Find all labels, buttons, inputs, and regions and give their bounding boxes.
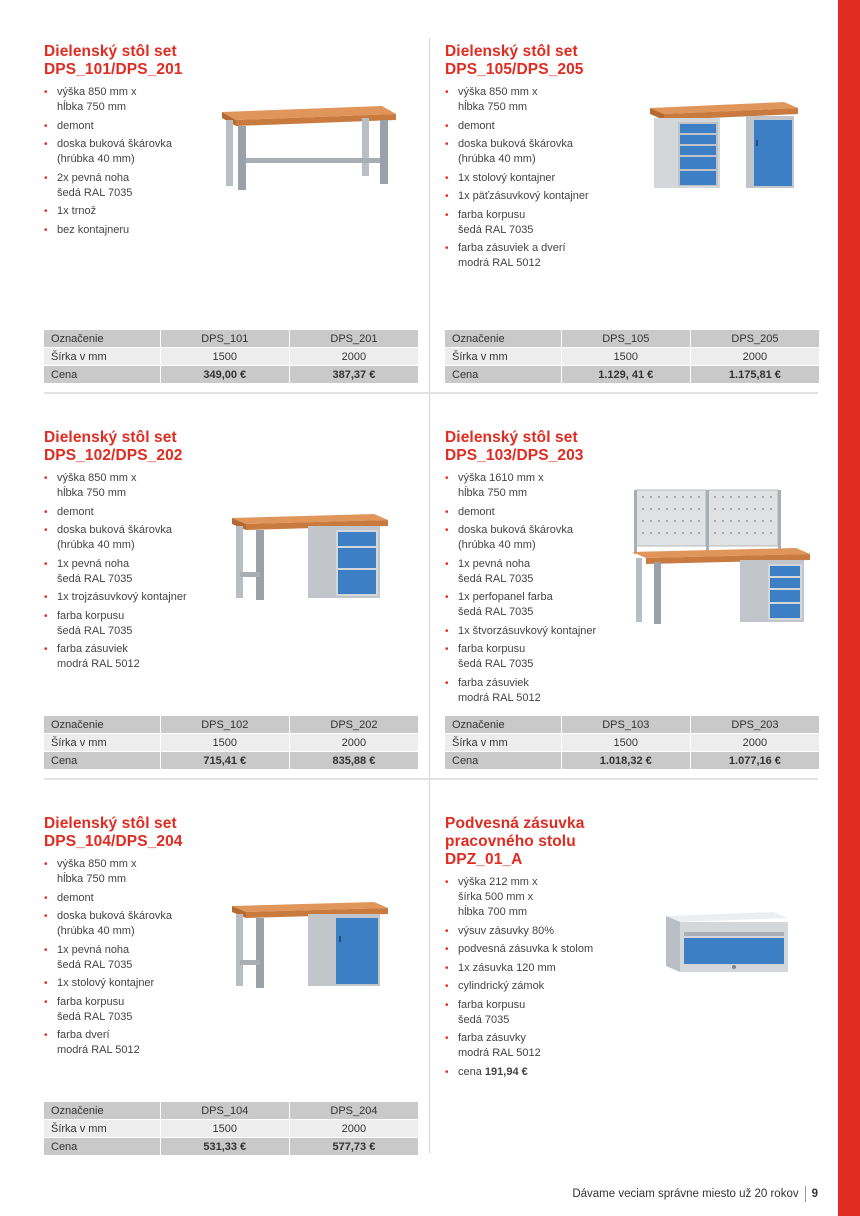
product-title: Dielenský stôl set DPS_104/DPS_204 xyxy=(44,815,183,850)
row-label: Označenie xyxy=(44,1102,160,1120)
table-cell: 2000 xyxy=(289,1120,418,1138)
feature-list xyxy=(44,471,234,672)
feature-item: • farba dverí modrá RAL 5012 xyxy=(44,1028,234,1058)
feature-item: • výška 1610 mm x hĺbka 750 mm xyxy=(445,471,635,501)
table-cell: 1500 xyxy=(160,348,289,366)
table-cell: DPS_104 xyxy=(160,1102,289,1120)
feature-item: • 1x pevná noha šedá RAL 7035 xyxy=(445,557,635,587)
table-cell: DPS_201 xyxy=(289,330,418,348)
table-cell: 2000 xyxy=(289,734,418,752)
feature-item: • podvesná zásuvka k stolom xyxy=(445,942,635,957)
workbench-three-drawer-image xyxy=(230,512,390,602)
feature-item: • farba korpusu šedá RAL 7035 xyxy=(445,642,635,672)
table-cell: 1500 xyxy=(160,734,289,752)
table-cell: DPS_105 xyxy=(561,330,690,348)
row-label: Označenie xyxy=(445,716,561,734)
feature-item: • demont xyxy=(44,119,234,134)
feature-item: • farba zásuviek a dverí modrá RAL 5012 xyxy=(445,241,635,271)
page-number: 9 xyxy=(811,1188,818,1201)
price-cell: 349,00 € xyxy=(160,366,289,384)
price-cell: 715,41 € xyxy=(160,752,289,770)
row-label: Označenie xyxy=(44,716,160,734)
feature-item: • farba zásuviek modrá RAL 5012 xyxy=(445,676,635,706)
price-table xyxy=(44,1102,418,1156)
price-cell: 1.129, 41 € xyxy=(561,366,690,384)
price-cell: 1.077,16 € xyxy=(690,752,819,770)
price-label: cena xyxy=(458,1065,485,1078)
price-cell: 531,33 € xyxy=(160,1138,289,1156)
feature-item: • cylindrický zámok xyxy=(445,979,635,994)
feature-item: • 1x štvorzásuvkový kontajner xyxy=(445,624,635,639)
feature-item: • 1x perfopanel farba šedá RAL 7035 xyxy=(445,590,635,620)
row-label: Cena xyxy=(445,366,561,384)
feature-list xyxy=(44,85,234,238)
workbench-cabinet-door-image xyxy=(230,900,390,990)
price-line xyxy=(445,1065,635,1080)
feature-item: • 1x trnož xyxy=(44,204,234,219)
feature-item: • výška 850 mm x hĺbka 750 mm xyxy=(44,857,234,887)
feature-item: • 1x stolový kontajner xyxy=(44,976,234,991)
hanging-drawer-image xyxy=(662,910,792,976)
price-cell: 577,73 € xyxy=(289,1138,418,1156)
feature-item: • doska buková škárovka (hrúbka 40 mm) xyxy=(445,523,635,553)
price-cell: 387,37 € xyxy=(289,366,418,384)
feature-item: • 1x pevná noha šedá RAL 7035 xyxy=(44,943,234,973)
table-cell: DPS_202 xyxy=(289,716,418,734)
price-cell: 1.175,81 € xyxy=(690,366,819,384)
price-table xyxy=(445,716,819,770)
feature-item: • doska buková škárovka (hrúbka 40 mm) xyxy=(44,137,234,167)
row-label: Šírka v mm xyxy=(44,1120,160,1138)
feature-item: • farba zásuvky modrá RAL 5012 xyxy=(445,1031,635,1061)
feature-item: • doska buková škárovka (hrúbka 40 mm) xyxy=(44,523,234,553)
row-label: Šírka v mm xyxy=(44,734,160,752)
feature-item: • farba korpusu šedá RAL 7035 xyxy=(44,609,234,639)
row-label: Šírka v mm xyxy=(44,348,160,366)
feature-item: • výška 850 mm x hĺbka 750 mm xyxy=(445,85,635,115)
feature-item: • výška 850 mm x hĺbka 750 mm xyxy=(44,471,234,501)
feature-item: • výška 850 mm x hĺbka 750 mm xyxy=(44,85,234,115)
workbench-perfopanel-image xyxy=(630,486,814,626)
row-label: Šírka v mm xyxy=(445,348,561,366)
feature-item: • demont xyxy=(445,119,635,134)
table-cell: DPS_205 xyxy=(690,330,819,348)
table-cell: DPS_101 xyxy=(160,330,289,348)
product-title: Dielenský stôl set DPS_101/DPS_201 xyxy=(44,43,183,78)
feature-list xyxy=(445,471,635,706)
feature-item: • 1x trojzásuvkový kontajner xyxy=(44,590,234,605)
column-divider xyxy=(429,38,430,1153)
price-table xyxy=(44,716,418,770)
feature-item: • doska buková škárovka (hrúbka 40 mm) xyxy=(445,137,635,167)
feature-item: • 1x päťzásuvkový kontajner xyxy=(445,189,635,204)
row-label: Šírka v mm xyxy=(445,734,561,752)
price-cell: 1.018,32 € xyxy=(561,752,690,770)
row-label: Označenie xyxy=(44,330,160,348)
table-cell: 2000 xyxy=(289,348,418,366)
feature-list xyxy=(445,875,635,1080)
feature-item: • výška 212 mm x šírka 500 mm x hĺbka 700 mm xyxy=(445,875,635,920)
page-footer xyxy=(572,1186,818,1202)
workbench-two-cabinets-image xyxy=(648,100,800,192)
table-cell: DPS_204 xyxy=(289,1102,418,1120)
price-cell: 835,88 € xyxy=(289,752,418,770)
feature-item: • 1x zásuvka 120 mm xyxy=(445,961,635,976)
feature-item: • 1x stolový kontajner xyxy=(445,171,635,186)
feature-item: • farba korpusu šedá RAL 7035 xyxy=(445,208,635,238)
row-label: Označenie xyxy=(445,330,561,348)
feature-item: • výsuv zásuvky 80% xyxy=(445,924,635,939)
product-title: Dielenský stôl set DPS_102/DPS_202 xyxy=(44,429,183,464)
price-table xyxy=(44,330,418,384)
table-cell: DPS_103 xyxy=(561,716,690,734)
feature-item: • doska buková škárovka (hrúbka 40 mm) xyxy=(44,909,234,939)
feature-item: • farba zásuviek modrá RAL 5012 xyxy=(44,642,234,672)
feature-list xyxy=(44,857,234,1058)
row-label: Cena xyxy=(44,366,160,384)
price-value: 191,94 € xyxy=(484,1065,528,1078)
product-title: Dielenský stôl set DPS_105/DPS_205 xyxy=(445,43,584,78)
row-label: Cena xyxy=(44,1138,160,1156)
feature-item: • farba korpusu šedá RAL 7035 xyxy=(44,995,234,1025)
feature-item: • 1x pevná noha šedá RAL 7035 xyxy=(44,557,234,587)
table-cell: 2000 xyxy=(690,734,819,752)
feature-item: • 2x pevná noha šedá RAL 7035 xyxy=(44,171,234,201)
feature-list xyxy=(445,85,635,271)
table-cell: 2000 xyxy=(690,348,819,366)
row-label: Cena xyxy=(445,752,561,770)
feature-item: • demont xyxy=(44,891,234,906)
table-cell: 1500 xyxy=(160,1120,289,1138)
price-table xyxy=(445,330,819,384)
product-title: Dielenský stôl set DPS_103/DPS_203 xyxy=(445,429,584,464)
table-cell: 1500 xyxy=(561,734,690,752)
product-title: Podvesná zásuvka pracovného stolu DPZ_01_A xyxy=(445,815,585,868)
footer-separator xyxy=(805,1186,806,1202)
row-divider xyxy=(44,392,818,394)
feature-item: • demont xyxy=(445,505,635,520)
row-divider xyxy=(44,778,818,780)
workbench-frame-image xyxy=(212,104,402,192)
footer-slogan: Dávame veciam správne miesto už 20 rokov xyxy=(572,1188,799,1201)
feature-item: • demont xyxy=(44,505,234,520)
row-label: Cena xyxy=(44,752,160,770)
edge-accent-bar xyxy=(838,0,860,1216)
feature-item: • farba korpusu šedá 7035 xyxy=(445,998,635,1028)
feature-item: • bez kontajneru xyxy=(44,223,234,238)
table-cell: 1500 xyxy=(561,348,690,366)
table-cell: DPS_203 xyxy=(690,716,819,734)
table-cell: DPS_102 xyxy=(160,716,289,734)
